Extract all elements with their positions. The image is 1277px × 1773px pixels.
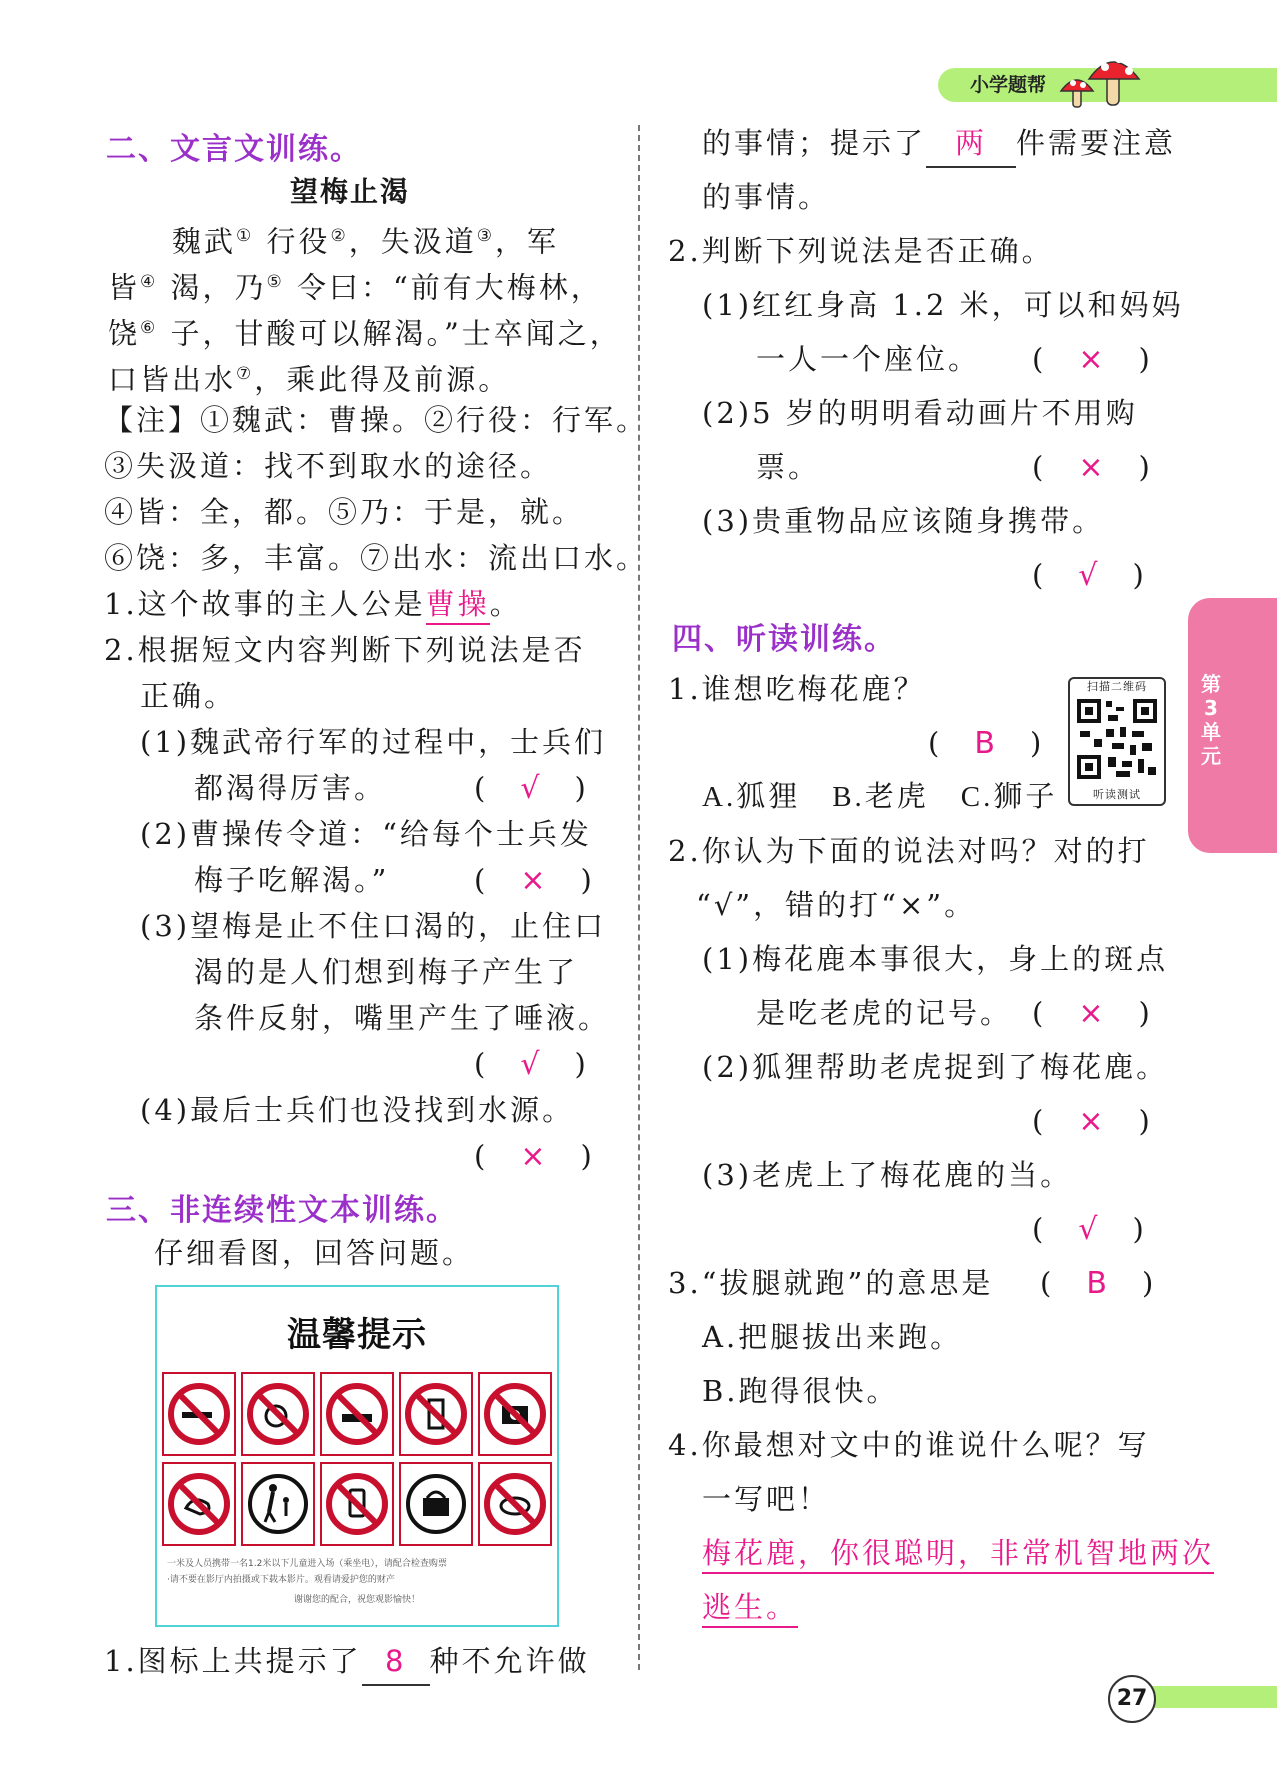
judge-item: (4)最后士兵们也没找到水源。 xyxy=(140,1093,575,1127)
judge-item: (3)望梅是止不住口渴的，止住口 xyxy=(140,909,607,943)
judge-item-cont: 梅子吃解渴。” xyxy=(194,863,390,897)
answer-caocao: 曹操 xyxy=(426,587,490,625)
passage-line-2: 皆④ 渴，乃⑤ 令曰：“前有大梅林， xyxy=(108,270,603,305)
noncontinuous-question-1-cont: 的事情。 xyxy=(702,180,831,214)
passage-title: 望梅止渴 xyxy=(290,175,411,208)
answer-two: 两 xyxy=(955,126,988,160)
answer-text: 逃生。 xyxy=(702,1584,798,1630)
note-line: 【注】①魏武：曹操。②行役：行军。 xyxy=(104,403,649,437)
listening-question-1-options: A.狐狸 B.老虎 C.狮子 xyxy=(702,781,1058,813)
no-phone-icon xyxy=(320,1462,394,1546)
judge-item: (2)5 岁的明明看动画片不用购 xyxy=(702,396,1138,430)
child-with-adult-icon xyxy=(241,1462,315,1546)
answer-text: 梅花鹿，你很聪明，非常机智地两次 xyxy=(702,1530,1214,1576)
note-line: ③失汲道：找不到取水的途径。 xyxy=(104,449,553,483)
header-title: 小学题帮 xyxy=(970,74,1047,96)
listening-question-1: 1.谁想吃梅花鹿？ xyxy=(668,672,926,706)
judge-item: (2)曹操传令道：“给每个士兵发 xyxy=(140,817,592,851)
answer-paren: ( √ ) xyxy=(1032,1212,1147,1247)
judge-item: (3)老虎上了梅花鹿的当。 xyxy=(702,1158,1073,1192)
judge-item: (3)贵重物品应该随身携带。 xyxy=(702,504,1105,538)
note-line: ⑥饶：多，丰富。⑦出水：流出口水。 xyxy=(104,541,649,575)
section-title-noncontinuous: 三、非连续性文本训练。 xyxy=(106,1193,458,1228)
section-title-listening: 四、听读训练。 xyxy=(672,622,896,657)
passage-line-1: 魏武① 行役②，失汲道③，军 xyxy=(172,224,560,259)
judge-item-cont: 是吃老虎的记号。 xyxy=(756,996,1013,1030)
answer-paren: ( √ ) xyxy=(474,1047,589,1082)
judge-item: (1)梅花鹿本事很大，身上的斑点 xyxy=(702,942,1169,976)
notice-poster xyxy=(155,1285,559,1627)
listening-question-3: 3.“拔腿就跑”的意思是 xyxy=(668,1266,994,1300)
qr-caption-top: 扫描二维码 xyxy=(1087,680,1147,693)
qr-caption-bottom: 听读测试 xyxy=(1093,788,1141,801)
note-line: ④皆：全，都。⑤乃：于是，就。 xyxy=(104,495,585,529)
answer-paren: ( × ) xyxy=(1032,996,1153,1031)
no-drinks-icon xyxy=(399,1372,473,1456)
qr-code-icon xyxy=(1072,695,1162,783)
noncontinuous-question-1: 1.图标上共提示了 8 种不允许做 xyxy=(104,1638,590,1686)
judge-item-cont: 一人一个座位。 xyxy=(756,342,981,376)
page-number: 27 xyxy=(1108,1675,1156,1723)
answer-paren: ( × ) xyxy=(1032,1104,1153,1139)
poster-fine-print: ·请不要在影厅内拍摄或下载本影片。观看请爱护您的财产 xyxy=(167,1575,395,1585)
no-camera-icon xyxy=(478,1372,552,1456)
answer-paren: ( B ) xyxy=(928,726,1045,761)
answer-paren: ( √ ) xyxy=(1032,558,1147,593)
noncontinuous-question-1-cont: 的事情；提示了 两 件需要注意 xyxy=(702,120,1176,168)
judge-item: (1)红红身高 1.2 米，可以和妈妈 xyxy=(702,288,1184,322)
poster-fine-print: 谢谢您的配合，祝您观影愉快！ xyxy=(293,1595,420,1605)
no-littering-icon xyxy=(162,1462,236,1546)
listening-question-4: 4.你最想对文中的谁说什么呢？写 xyxy=(668,1428,1150,1462)
judge-item-cont: 条件反射，嘴里产生了唾液。 xyxy=(194,1001,611,1035)
answer-paren: ( × ) xyxy=(1032,342,1153,377)
listening-question-2: 2.你认为下面的说法对吗？对的打 xyxy=(668,834,1150,868)
classical-question-2-cont: 正确。 xyxy=(140,679,237,713)
judge-item-cont: 都渴得厉害。 xyxy=(194,771,387,805)
answer-8: 8 xyxy=(384,1644,407,1678)
instruction: 仔细看图，回答问题。 xyxy=(154,1236,475,1270)
no-smoking-icon xyxy=(162,1372,236,1456)
classical-question-2: 2.根据短文内容判断下列说法是否 xyxy=(104,633,586,667)
judge-item-cont: 渴的是人们想到梅子产生了 xyxy=(194,955,579,989)
judge-item: (2)狐狸帮助老虎捉到了梅花鹿。 xyxy=(702,1050,1169,1084)
mushroom-icon xyxy=(1055,45,1145,115)
option-b: B.跑得很快。 xyxy=(702,1374,899,1408)
qr-code[interactable] xyxy=(1068,677,1166,806)
judge-item: (1)魏武帝行军的过程中，士兵们 xyxy=(140,725,607,759)
section-title-classical: 二、文言文训练。 xyxy=(106,132,362,167)
poster-fine-print: 一米及人员携带一名1.2米以下儿童进入场（乘坐电），请配合检查购票 xyxy=(167,1559,447,1569)
answer-paren: ( √ ) xyxy=(474,771,589,806)
no-snacks-icon xyxy=(320,1372,394,1456)
noncontinuous-question-2: 2.判断下列说法是否正确。 xyxy=(668,234,1054,268)
option-a: A.把腿拔出来跑。 xyxy=(702,1320,963,1354)
poster-title: 温馨提示 xyxy=(287,1315,427,1355)
answer-paren: ( B ) xyxy=(1040,1266,1157,1301)
no-food-icon xyxy=(241,1372,315,1456)
answer-paren: ( × ) xyxy=(1032,450,1153,485)
column-divider xyxy=(638,125,640,1670)
unit-tab-label: 第3单元 xyxy=(1201,672,1221,768)
no-pets-icon xyxy=(478,1462,552,1546)
passage-line-4: 口皆出水⑦，乘此得及前源。 xyxy=(108,362,511,397)
judge-item-cont: 票。 xyxy=(756,450,821,484)
listening-question-4-cont: 一写吧！ xyxy=(702,1482,831,1516)
answer-paren: ( × ) xyxy=(474,863,595,898)
answer-paren: ( × ) xyxy=(474,1139,595,1174)
listening-question-2-cont: “√”，错的打“×”。 xyxy=(696,888,977,922)
passage-line-3: 饶⑥ 子，甘酸可以解渴。”士卒闻之， xyxy=(108,316,622,351)
keep-belongings-icon xyxy=(399,1462,473,1546)
classical-question-1: 1.这个故事的主人公是曹操。 xyxy=(104,581,522,627)
